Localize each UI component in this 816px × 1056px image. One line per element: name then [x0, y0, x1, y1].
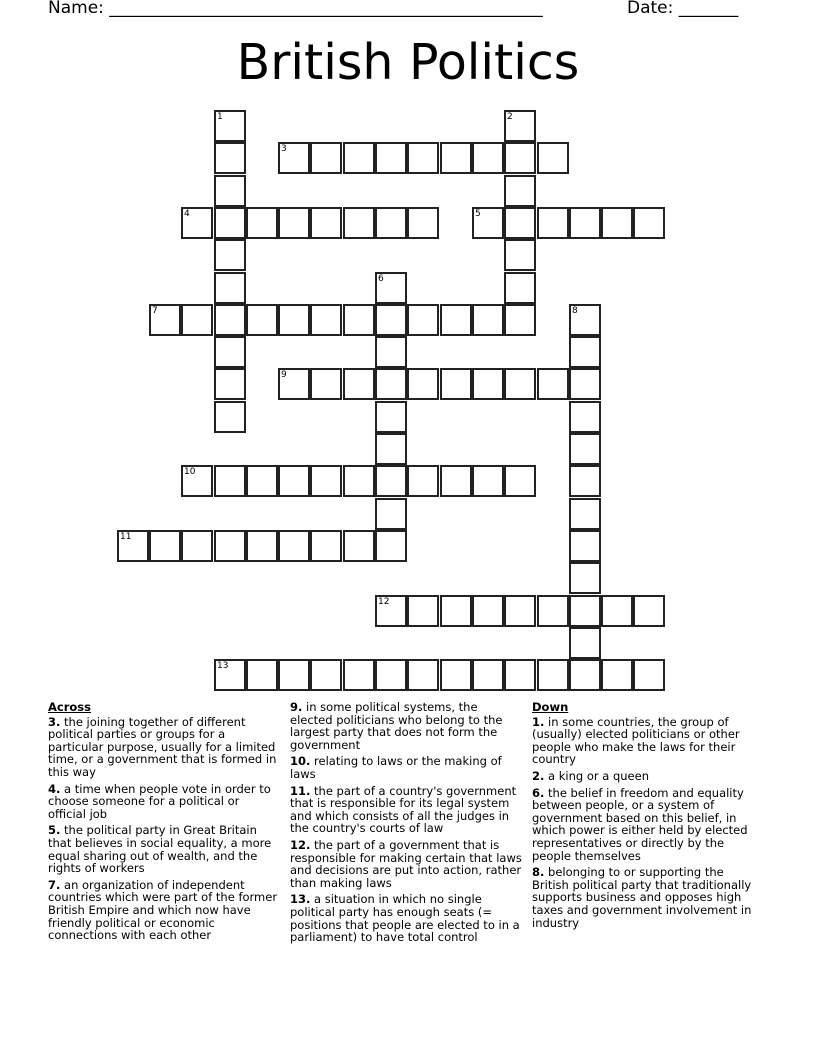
- clue-number: 3: [281, 144, 287, 154]
- clue-text: the joining together of different political parties or groups for a particular purpose, usually for a limited time, or a government that is formed in this way: [48, 714, 277, 779]
- grid-cell[interactable]: [214, 175, 246, 207]
- clue-text: the political party in Great Britain that believes in social equality, a more equal sharing out of wealth, and the rights of workers: [48, 823, 272, 876]
- grid-cell[interactable]: [310, 530, 342, 562]
- grid-cell[interactable]: [310, 142, 342, 174]
- clue-text: the part of a government that is responsible for making certain that laws and decisions are put into action, rather than making laws: [290, 837, 522, 890]
- grid-cell[interactable]: [569, 336, 601, 368]
- grid-cell[interactable]: [343, 368, 375, 400]
- grid-cell[interactable]: [440, 368, 472, 400]
- grid-cell[interactable]: [278, 465, 310, 497]
- grid-cell[interactable]: [537, 207, 569, 239]
- clue-number: 6: [378, 274, 384, 284]
- grid-cell[interactable]: [310, 659, 342, 691]
- grid-cell[interactable]: [504, 142, 536, 174]
- clue-number: 2.: [532, 768, 545, 783]
- grid-cell[interactable]: [407, 595, 439, 627]
- grid-cell[interactable]: [569, 562, 601, 594]
- grid-cell[interactable]: [214, 142, 246, 174]
- grid-cell[interactable]: [569, 595, 601, 627]
- clue-number: 7: [152, 306, 158, 316]
- grid-cell[interactable]: [375, 595, 407, 627]
- grid-cell[interactable]: [375, 336, 407, 368]
- grid-cell[interactable]: [278, 530, 310, 562]
- grid-cell[interactable]: [407, 207, 439, 239]
- grid-cell[interactable]: [375, 401, 407, 433]
- grid-cell[interactable]: [569, 368, 601, 400]
- clue-item: [532, 716, 764, 766]
- grid-cell[interactable]: [310, 207, 342, 239]
- grid-cell[interactable]: [181, 207, 213, 239]
- across-clues: [48, 701, 280, 946]
- grid-cell[interactable]: [504, 110, 536, 142]
- grid-cell[interactable]: [407, 142, 439, 174]
- grid-cell[interactable]: [375, 433, 407, 465]
- grid-cell[interactable]: [569, 207, 601, 239]
- grid-cell[interactable]: [633, 207, 665, 239]
- grid-cell[interactable]: [117, 530, 149, 562]
- grid-cell[interactable]: [569, 465, 601, 497]
- grid-cell[interactable]: [537, 659, 569, 691]
- grid-cell[interactable]: [407, 368, 439, 400]
- grid-cell[interactable]: [537, 142, 569, 174]
- grid-cell[interactable]: [504, 239, 536, 271]
- grid-cell[interactable]: [472, 142, 504, 174]
- clue-item: [290, 893, 522, 943]
- clue-number: 5: [475, 209, 481, 219]
- grid-cell[interactable]: [440, 659, 472, 691]
- clue-number: 9: [281, 370, 287, 380]
- clue-item: [48, 716, 280, 779]
- grid-cell[interactable]: [278, 207, 310, 239]
- grid-cell[interactable]: [181, 530, 213, 562]
- down-heading: Down: [532, 700, 569, 714]
- grid-cell[interactable]: [601, 659, 633, 691]
- clue-text: a situation in which no single political party has enough seats (= positions that people are elected to in a parliament) to have total control: [290, 892, 520, 945]
- grid-cell[interactable]: [601, 595, 633, 627]
- clue-number: 2: [507, 112, 513, 122]
- clue-number: 8.: [532, 865, 545, 880]
- grid-cell[interactable]: [504, 207, 536, 239]
- grid-cell[interactable]: [472, 368, 504, 400]
- clue-number: 5.: [48, 823, 61, 838]
- clue-number: 8: [572, 306, 578, 316]
- across-clues-continued: [290, 701, 522, 948]
- page-title: British Politics: [236, 34, 580, 91]
- grid-cell[interactable]: [149, 304, 181, 336]
- grid-cell[interactable]: [504, 659, 536, 691]
- grid-cell[interactable]: [440, 595, 472, 627]
- grid-cell[interactable]: [214, 110, 246, 142]
- grid-cell[interactable]: [278, 368, 310, 400]
- grid-cell[interactable]: [343, 304, 375, 336]
- name-field[interactable]: Name: ___________________________________________________: [48, 0, 543, 18]
- grid-cell[interactable]: [214, 465, 246, 497]
- grid-cell[interactable]: [375, 368, 407, 400]
- across-heading: Across: [48, 700, 91, 714]
- clue-item: [48, 879, 280, 942]
- clue-item: [532, 787, 764, 863]
- grid-cell[interactable]: [504, 272, 536, 304]
- grid-cell[interactable]: [310, 368, 342, 400]
- grid-cell[interactable]: [569, 433, 601, 465]
- grid-cell[interactable]: [310, 304, 342, 336]
- clue-item: [532, 770, 764, 783]
- grid-cell[interactable]: [214, 336, 246, 368]
- grid-cell[interactable]: [375, 304, 407, 336]
- down-clue-list: [532, 716, 764, 930]
- grid-cell[interactable]: [246, 207, 278, 239]
- grid-cell[interactable]: [375, 465, 407, 497]
- clue-number: 10.: [290, 754, 311, 769]
- clue-number: 9.: [290, 700, 303, 714]
- grid-cell[interactable]: [278, 142, 310, 174]
- clue-text: an organization of independent countries which were part of the former British Empire and which now have friendly political or economic connections with each other: [48, 877, 278, 943]
- grid-cell[interactable]: [278, 659, 310, 691]
- grid-cell[interactable]: [504, 595, 536, 627]
- clue-number: 12: [378, 597, 390, 607]
- clue-item: [290, 701, 522, 751]
- grid-cell[interactable]: [569, 627, 601, 659]
- down-clues: [532, 701, 764, 933]
- across-clue-list: [48, 716, 280, 942]
- clue-number: 6.: [532, 785, 545, 800]
- grid-cell[interactable]: [569, 304, 601, 336]
- clue-item: [532, 866, 764, 929]
- clue-number: 7.: [48, 877, 61, 892]
- grid-cell[interactable]: [504, 175, 536, 207]
- clue-item: [290, 839, 522, 889]
- grid-cell[interactable]: [407, 659, 439, 691]
- clue-text: in some countries, the group of (usually) elected politicians or other people who make the laws for their country: [532, 714, 740, 767]
- grid-cell[interactable]: [569, 659, 601, 691]
- clue-number: 4.: [48, 781, 61, 796]
- grid-cell[interactable]: [407, 465, 439, 497]
- grid-cell[interactable]: [569, 498, 601, 530]
- grid-cell[interactable]: [310, 465, 342, 497]
- grid-cell[interactable]: [343, 142, 375, 174]
- grid-cell[interactable]: [343, 530, 375, 562]
- grid-cell[interactable]: [149, 530, 181, 562]
- grid-cell[interactable]: [246, 465, 278, 497]
- clue-number: 12.: [290, 837, 311, 852]
- grid-cell[interactable]: [375, 498, 407, 530]
- grid-cell[interactable]: [440, 142, 472, 174]
- clue-number: 11: [120, 532, 132, 542]
- clue-number: 1: [217, 112, 223, 122]
- clue-number: 10: [184, 467, 196, 477]
- clue-number: 1.: [532, 714, 545, 729]
- grid-cell[interactable]: [633, 595, 665, 627]
- clue-text: relating to laws or the making of laws: [290, 754, 502, 781]
- clue-text: a time when people vote in order to choose someone for a political or official job: [48, 781, 271, 821]
- grid-cell[interactable]: [343, 659, 375, 691]
- grid-cell[interactable]: [472, 465, 504, 497]
- grid-cell[interactable]: [569, 530, 601, 562]
- clue-item: [290, 785, 522, 835]
- grid-cell[interactable]: [601, 207, 633, 239]
- date-field[interactable]: Date: _______: [627, 0, 739, 18]
- grid-cell[interactable]: [246, 530, 278, 562]
- grid-cell[interactable]: [343, 465, 375, 497]
- clue-number: 13: [217, 661, 229, 671]
- grid-cell[interactable]: [214, 239, 246, 271]
- clue-number: 4: [184, 209, 190, 219]
- grid-cell[interactable]: [214, 401, 246, 433]
- clue-item: [48, 824, 280, 874]
- clue-text: the part of a country's government that is responsible for its legal system and which consists of all the judges in the country's courts of law: [290, 783, 517, 836]
- grid-cell[interactable]: [214, 272, 246, 304]
- grid-cell[interactable]: [504, 304, 536, 336]
- grid-cell[interactable]: [569, 401, 601, 433]
- clue-number: 11.: [290, 783, 311, 798]
- grid-cell[interactable]: [214, 530, 246, 562]
- grid-cell[interactable]: [504, 465, 536, 497]
- grid-cell[interactable]: [537, 368, 569, 400]
- grid-cell[interactable]: [633, 659, 665, 691]
- clue-item: [48, 783, 280, 821]
- clue-item: [290, 755, 522, 780]
- grid-cell[interactable]: [214, 207, 246, 239]
- grid-cell[interactable]: [343, 207, 375, 239]
- across-clue-list-continued: [290, 701, 522, 944]
- grid-cell[interactable]: [375, 530, 407, 562]
- grid-cell[interactable]: [472, 595, 504, 627]
- grid-cell[interactable]: [181, 304, 213, 336]
- grid-cell[interactable]: [440, 304, 472, 336]
- grid-cell[interactable]: [472, 659, 504, 691]
- grid-cell[interactable]: [214, 659, 246, 691]
- grid-cell[interactable]: [472, 304, 504, 336]
- grid-cell[interactable]: [214, 304, 246, 336]
- clue-number: 3.: [48, 714, 61, 729]
- grid-cell[interactable]: [407, 304, 439, 336]
- grid-cell[interactable]: [375, 142, 407, 174]
- grid-cell[interactable]: [375, 272, 407, 304]
- clue-text: a king or a queen: [548, 768, 649, 783]
- clue-text: in some political systems, the elected politicians who belong to the largest party that does not form the government: [290, 700, 503, 752]
- grid-cell[interactable]: [472, 207, 504, 239]
- grid-cell[interactable]: [375, 659, 407, 691]
- grid-cell[interactable]: [375, 207, 407, 239]
- clue-number: 13.: [290, 892, 311, 907]
- grid-cell[interactable]: [214, 368, 246, 400]
- grid-cell[interactable]: [537, 595, 569, 627]
- grid-cell[interactable]: [278, 304, 310, 336]
- grid-cell[interactable]: [181, 465, 213, 497]
- grid-cell[interactable]: [440, 465, 472, 497]
- clue-text: the belief in freedom and equality between people, or a system of government based on this belief, in which power is either held by elected representatives or directly by the people themselves: [532, 785, 748, 863]
- grid-cell[interactable]: [246, 304, 278, 336]
- grid-cell[interactable]: [504, 368, 536, 400]
- clue-text: belonging to or supporting the British political party that traditionally supports business and opposes high taxes and government involvement in industry: [532, 865, 752, 930]
- grid-cell[interactable]: [246, 659, 278, 691]
